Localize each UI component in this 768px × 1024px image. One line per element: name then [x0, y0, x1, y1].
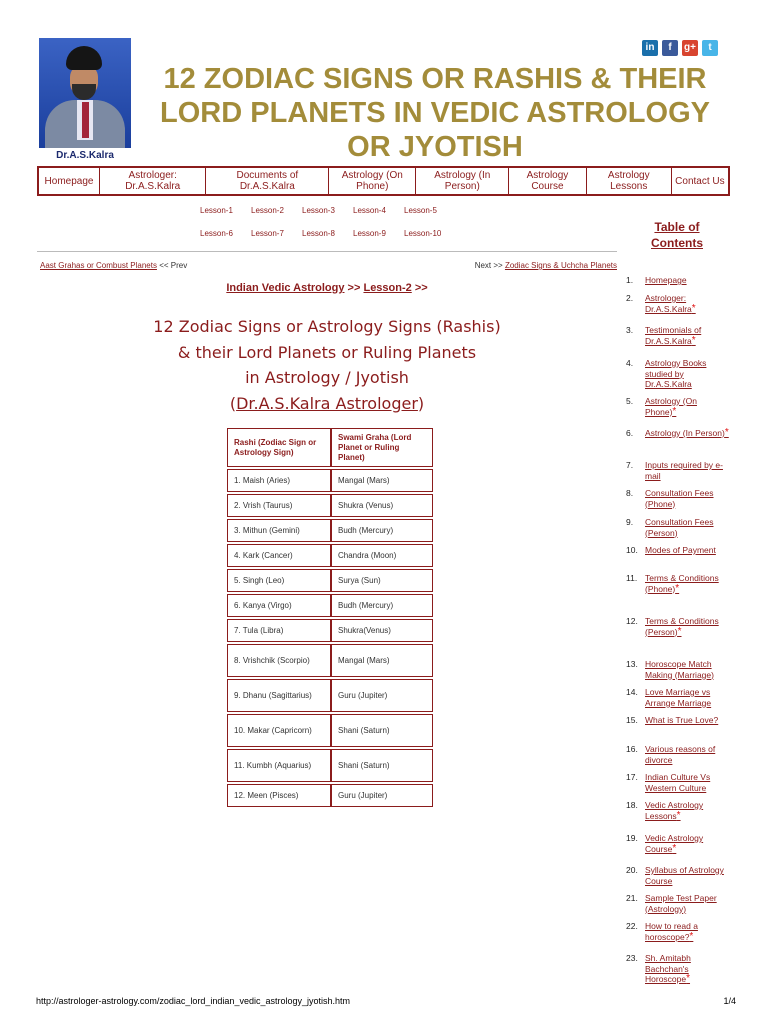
new-marker: *	[691, 334, 696, 346]
toc-link-amitabh[interactable]	[645, 953, 730, 985]
header-rashi: Rashi (Zodiac Sign or Astrology Sign)	[227, 428, 331, 467]
lesson-link[interactable]: Lesson-3	[302, 206, 335, 215]
breadcrumb-separator: >>	[414, 282, 428, 294]
toc-link-divorce[interactable]: Various reasons of divorce	[645, 744, 716, 765]
page-url: http://astrologer-astrology.com/zodiac_lord_indian_vedic_astrology_jyotish.htm	[36, 996, 350, 1006]
page-title: 12 ZODIAC SIGNS OR RASHIS & THEIR LORD PLANETS IN VEDIC ASTROLOGY OR JYOTISH	[160, 63, 710, 163]
new-marker: *	[676, 809, 681, 821]
lord-cell: Budh (Mercury)	[331, 594, 433, 617]
toc-link-lessons[interactable]	[645, 800, 730, 821]
heading-line-4	[37, 391, 617, 417]
header-swami-graha: Swami Graha (Lord Planet or Ruling Planet)	[331, 428, 433, 467]
rashi-cell: 1. Maish (Aries)	[227, 469, 331, 492]
toc-link-inputs[interactable]: Inputs required by e-mail	[645, 460, 723, 481]
main-nav	[37, 166, 730, 196]
table-row	[227, 644, 433, 677]
lord-cell: Shani (Saturn)	[331, 749, 433, 782]
social-links	[642, 40, 718, 56]
article-heading	[37, 314, 617, 416]
toc-link-astrologer[interactable]	[645, 293, 730, 314]
nav-homepage[interactable]: Homepage	[39, 168, 100, 194]
toc-link-love-marriage[interactable]: Love Marriage vs Arrange Marriage	[645, 687, 712, 708]
toc-number: 23.	[626, 953, 638, 963]
paren-close: )	[417, 393, 425, 413]
toc-number: 17.	[626, 772, 638, 782]
nav-astrology-lessons[interactable]: Astrology Lessons	[587, 168, 672, 194]
toc-link-true-love[interactable]: What is True Love?	[645, 715, 719, 725]
lesson-link[interactable]: Lesson-2	[251, 206, 284, 215]
googleplus-icon[interactable]: g+	[682, 40, 698, 56]
new-marker: *	[689, 930, 694, 942]
new-marker: *	[686, 973, 691, 984]
lord-cell: Shukra (Venus)	[331, 494, 433, 517]
toc-link-fees-person[interactable]: Consultation Fees (Person)	[645, 517, 714, 538]
table-header-row	[227, 428, 433, 467]
lesson-link[interactable]: Lesson-10	[404, 229, 442, 238]
breadcrumb	[37, 282, 617, 294]
toc-link-payment[interactable]: Modes of Payment	[645, 545, 716, 555]
toc-number: 12.	[626, 616, 638, 626]
lord-cell: Mangal (Mars)	[331, 644, 433, 677]
lord-cell: Guru (Jupiter)	[331, 679, 433, 712]
toc-link-person[interactable]	[645, 428, 730, 439]
nav-astrology-course[interactable]: Astrology Course	[509, 168, 586, 194]
nav-contact[interactable]: Contact Us	[675, 175, 725, 187]
author-link[interactable]: Dr.A.S.Kalra Astrologer	[236, 393, 418, 413]
page-number: 1/4	[723, 996, 736, 1006]
rashi-cell: 8. Vrishchik (Scorpio)	[227, 644, 331, 677]
lord-cell: Budh (Mercury)	[331, 519, 433, 542]
toc-number: 16.	[626, 744, 638, 754]
new-marker: *	[677, 625, 682, 637]
toc-link-terms-person[interactable]	[645, 616, 730, 637]
toc-link-terms-phone[interactable]	[645, 573, 730, 594]
toc-number: 14.	[626, 687, 638, 697]
toc-link-phone[interactable]	[645, 396, 730, 417]
prev-label: << Prev	[159, 261, 188, 270]
photo-caption: Dr.A.S.Kalra	[56, 150, 114, 161]
prev-next-bar	[37, 251, 617, 270]
lesson-link[interactable]: Lesson-6	[200, 229, 233, 238]
lesson-link[interactable]: Lesson-8	[302, 229, 335, 238]
toc-link-read-horoscope[interactable]	[645, 921, 730, 942]
nav-astrologer[interactable]: Astrologer: Dr.A.S.Kalra	[100, 168, 206, 194]
lord-cell: Shani (Saturn)	[331, 714, 433, 747]
nav-astrology-phone[interactable]: Astrology (On Phone)	[329, 168, 416, 194]
breadcrumb-lesson[interactable]: Lesson-2	[363, 282, 412, 294]
toc-link-syllabus[interactable]: Syllabus of Astrology Course	[645, 865, 724, 886]
toc-label: Astrologer: Dr.A.S.Kalra	[645, 293, 692, 314]
table-row	[227, 679, 433, 712]
toc-label: Sh. Amitabh Bachchan's Horoscope	[645, 953, 691, 984]
lesson-link[interactable]: Lesson-9	[353, 229, 386, 238]
prev-link[interactable]: Aast Grahas or Combust Planets	[40, 261, 157, 270]
toc-label: Astrology (On Phone)	[645, 396, 697, 417]
toc-link-testimonials[interactable]	[645, 325, 730, 346]
table-row	[227, 619, 433, 642]
new-marker: *	[675, 582, 680, 594]
toc-number: 9.	[626, 517, 634, 527]
rashi-cell: 2. Vrish (Taurus)	[227, 494, 331, 517]
toc-number: 7.	[626, 460, 634, 470]
toc-link-course[interactable]	[645, 833, 730, 854]
table-row	[227, 469, 433, 492]
next-link[interactable]: Zodiac Signs & Uchcha Planets	[504, 261, 617, 270]
new-marker: *	[672, 842, 677, 854]
new-marker: *	[672, 405, 677, 417]
rashi-lord-table	[227, 426, 433, 809]
toc-number: 6.	[626, 428, 634, 438]
toc-number: 3.	[626, 325, 634, 335]
toc-number: 11.	[626, 573, 638, 583]
lord-cell: Surya (Sun)	[331, 569, 433, 592]
toc-label: Astrology (In Person)	[645, 428, 725, 438]
toc-link-culture[interactable]: Indian Culture Vs Western Culture	[645, 772, 711, 793]
toc-number: 13.	[626, 659, 638, 669]
breadcrumb-vedic-astrology[interactable]: Indian Vedic Astrology	[226, 282, 345, 294]
toc-number: 4.	[626, 358, 634, 368]
toc-number: 5.	[626, 396, 634, 406]
lesson-link[interactable]: Lesson-1	[200, 206, 233, 215]
nav-astrology-person[interactable]: Astrology (In Person)	[416, 168, 509, 194]
toc-link-fees-phone[interactable]: Consultation Fees (Phone)	[645, 488, 714, 509]
table-row	[227, 594, 433, 617]
lesson-links-row1	[200, 206, 455, 215]
rashi-cell: 9. Dhanu (Sagittarius)	[227, 679, 331, 712]
rashi-cell: 4. Kark (Cancer)	[227, 544, 331, 567]
facebook-icon[interactable]: f	[662, 40, 678, 56]
rashi-cell: 10. Makar (Capricorn)	[227, 714, 331, 747]
toc-label: How to read a horoscope?	[645, 921, 698, 942]
table-row	[227, 544, 433, 567]
rashi-cell: 7. Tula (Libra)	[227, 619, 331, 642]
table-row	[227, 784, 433, 807]
rashi-cell: 5. Singh (Leo)	[227, 569, 331, 592]
rashi-cell: 12. Meen (Pisces)	[227, 784, 331, 807]
lesson-link[interactable]: Lesson-7	[251, 229, 284, 238]
next-nav	[475, 261, 617, 270]
toc-label: Terms & Conditions (Person)	[645, 616, 719, 637]
toc-number: 21.	[626, 893, 638, 903]
toc-number: 22.	[626, 921, 638, 931]
lord-cell: Guru (Jupiter)	[331, 784, 433, 807]
toc-link-books[interactable]: Astrology Books studied by Dr.A.S.Kalra	[645, 358, 707, 389]
toc-number: 8.	[626, 488, 634, 498]
toc-label: Vedic Astrology Lessons	[645, 800, 704, 821]
table-row	[227, 714, 433, 747]
toc-number: 19.	[626, 833, 638, 843]
next-label: Next >>	[474, 261, 503, 270]
table-row	[227, 569, 433, 592]
lord-cell: Chandra (Moon)	[331, 544, 433, 567]
heading-line-2: & their Lord Planets or Ruling Planets	[177, 342, 477, 362]
toc-number: 18.	[626, 800, 638, 810]
new-marker: *	[724, 427, 729, 438]
new-marker: *	[691, 302, 696, 314]
paren-open: (	[229, 393, 237, 413]
toc-title[interactable]: Table of Contents	[651, 220, 703, 250]
twitter-icon[interactable]: t	[702, 40, 718, 56]
rashi-cell: 6. Kanya (Virgo)	[227, 594, 331, 617]
nav-documents[interactable]: Documents of Dr.A.S.Kalra	[206, 168, 329, 194]
lord-cell: Mangal (Mars)	[331, 469, 433, 492]
table-row	[227, 519, 433, 542]
rashi-cell: 11. Kumbh (Aquarius)	[227, 749, 331, 782]
lesson-link[interactable]: Lesson-4	[353, 206, 386, 215]
toc-link-matchmaking[interactable]: Horoscope Match Making (Marriage)	[645, 659, 714, 680]
toc-label: Vedic Astrology Course	[645, 833, 704, 854]
toc-label: Terms & Conditions (Phone)	[645, 573, 719, 594]
toc-link-test-paper[interactable]: Sample Test Paper (Astrology)	[645, 893, 717, 914]
lesson-link[interactable]: Lesson-5	[404, 206, 437, 215]
prev-nav	[40, 261, 187, 270]
heading-line-1: 12 Zodiac Signs or Astrology Signs (Rashis)	[153, 317, 501, 336]
print-footer	[36, 996, 736, 1006]
table-row	[227, 494, 433, 517]
breadcrumb-separator: >>	[347, 282, 361, 294]
heading-line-3: in Astrology / Jyotish	[245, 368, 409, 387]
toc-label: Testimonials of Dr.A.S.Kalra	[645, 325, 702, 346]
toc-number: 2.	[626, 293, 634, 303]
lord-cell: Shukra(Venus)	[331, 619, 433, 642]
table-row	[227, 749, 433, 782]
toc-number: 15.	[626, 715, 638, 725]
toc-number: 1.	[626, 275, 634, 285]
toc-link-homepage[interactable]: Homepage	[645, 275, 687, 285]
rashi-cell: 3. Mithun (Gemini)	[227, 519, 331, 542]
astrologer-photo	[39, 38, 131, 148]
toc-number: 10.	[626, 545, 638, 555]
lesson-links-row2	[200, 229, 455, 238]
toc-number: 20.	[626, 865, 638, 875]
linkedin-icon[interactable]: in	[642, 40, 658, 56]
